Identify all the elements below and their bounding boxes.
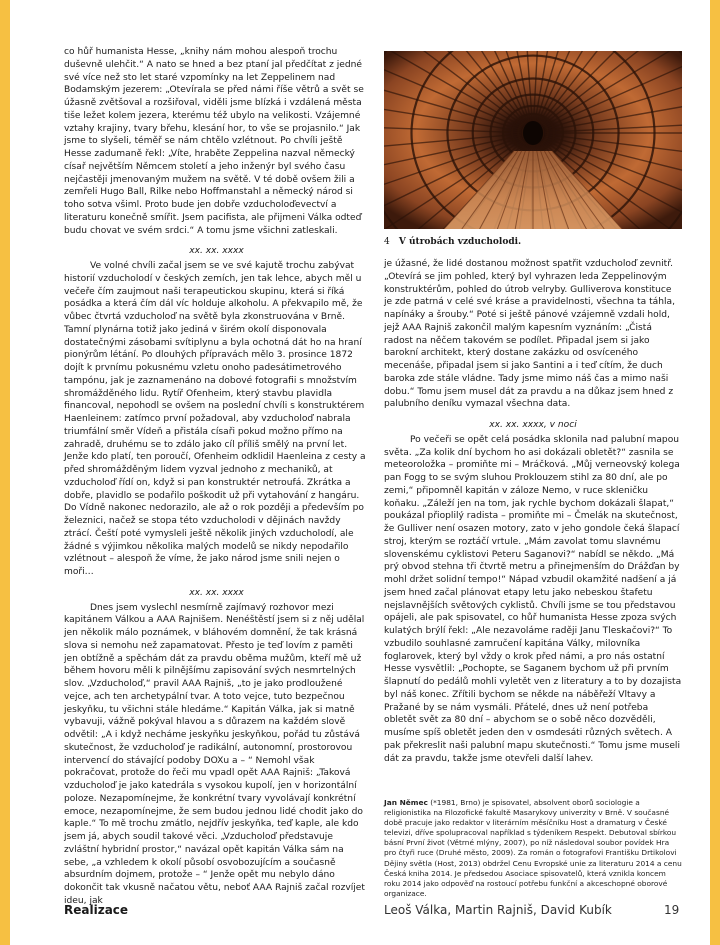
body-paragraph: Dnes jsem vyslechl nesmírně zajímavý rozhovor mezi kapitánem Válkou a AAA Rajnišem. Nenéštěstí jsem si z něj udělal jen několik málo poznámek, v bláhovém domnění, že tak krásná slova si nemohu než zapamatovat. Přesto je teď lovím z paměti jen obtížně a spěchám dát za pravdu oběma mužům, kteří mě už během hovoru měli k pilnějšímu zapisování svých nesmrtelných slov. „Vzducholoď,“ pravil AAA Rajniš, „to je jako prodloužené vejce, ach ten archetypální tvar. A toto vejce, tuto bezpečnou jeskyňku, tu všichni stále hledáme.“ Kapitán Válka, jak si matně vybavuji, vážně pokýval hlavou a s důrazem na každém slově odvětil: „A i když necháme jeskyňku jeskyňkou, pořád tu zůstává skutečnost, že vzducholoď je radikální, autonomní, prostorovou intervencí do stávající podoby DOXu a – “ Nemohl však pokračovat, protože do řeči mu vpadl opět AAA Rajniš: „Taková vzducholoď je jako katedrála s vysokou kupolí, jen v horizontální poloze. Nezapomínejme, že konkrétní tvary vyvolávají konkrétní emoce, nezapomínejme, že sem budou jednou lidé chodit jako do kaple.“ To mě trochu zmátlo, nejdřív jeskyňka, teď kaple, ale kdo jsem já, abych soudil takové věci. „Vzducholoď představuje zvláštní hybridní prostor,“ navázal opět kapitán Válka sám na sebe, „a vzhledem k okolí působí osvobozujícím a současně absurdním dojmem, protože – “ Jenže opět mu nebylo dáno dokončit tak vkusně načatou větu, neboť AAA Rajniš začal rozvíjet ideu, jak <box>64 602 365 906</box>
bio-text: (*1981, Brno) je spisovatel, absolvent oborů sociologie a religionistika na Filozofické fakultě Masarykovy univerzity v Brně. V současné době pracuje jako redaktor v literárním měsíčníku Host a dramaturg v České televizi, dříve spolupracoval například s týdeníkem Respekt. Debutoval sbírkou básní První život (Větrné mlýny, 2007), po níž následoval soubor povídek Hra pro čtyři ruce (Druhé město, 2009). Za román o fotografovi Františku Drtikolovi Dějiny světla (Host, 2013) obdržel Cenu Evropské unie za literaturu 2014 a cenu Česká kniha 2014. Je předsedou Asociace spisovatelů, která vznikla koncem roku 2014 jako odpověď na rostoucí potřebu funkční a akceschopné oborové organizace. <box>384 798 682 898</box>
body-paragraph: je úžasné, že lidé dostanou možnost spatřit vzducholoď zevnitř. „Otevírá se jim pohled, který byl vyhrazen leda Zeppelinovým konstruktérům, pohled do útrob velryby. Gulliverova konstituce je zde patrná v celé své kráse a pravidelnosti, všechna ta táhla, napínáky a šrouby.“ Poté si ještě pánové vzájemně vzdali hold, jejž AAA Rajniš zakončil malým kapesním vyznáním: „Čistá radost na něčem takovém se podílet. Připadal jsem si jako barokní architekt, který dostane zakázku od osvíceného mecenáše, připadal jsem si jako Santini a i teď cítím, že duch baroka zde stále vládne. Tady jsme mimo náš čas a mimo naši dobu.“ Tomu jsem musel dát za pravdu a na důkaz jsem hned z palubního deníku vymazal všechna data. <box>384 259 675 410</box>
body-paragraph: co hůř humanista Hesse, „knihy nám mohou alespoň trochu duševně ulehčit.“ A nato se hned a bez ptaní jal předčítat z jedné své více než sto let staré vzpomínky na let Zeppelinem nad Bodamským jezerem: „Otevírala se před námi říše větrů a svět se úžasně zvětšoval a rozšiřoval, viděli jsme blízká i vzdálená města tiše ležet kolem jezera, kterému též ubylo na velikosti. Vzájemné vztahy krajiny, tvary břehu, klesání hor, to vše se projasnilo.“ Jak jsme to slyšeli, téměř se nám chtělo vzlétnout. Po chvíli ještě Hesse zadumaně řekl: „Víte, hraběte Zeppelina nazval německý císař největším Němcem století a jeho inženýr byl svého času nejčastěji jmenovaným mužem na světě. V té době ovšem žili a zemřeli Hugo Ball, Rilke nebo Hoffmanstahl a německý národ si toho sotva všiml. Proto bude jen dobře vzducholoďevectví a literaturu konečně smířit. Jsem pacifista, ale přijmeni Válka odteď budu chovat ve svém srdci.“ A tomu jsme všichni zatleskali. <box>64 47 364 236</box>
author-bio <box>384 798 682 899</box>
diary-date-heading: xx. xx. xxxx <box>189 587 244 598</box>
caption-text: V útrobách vzducholodi. <box>398 237 522 247</box>
footer-section-title: Realizace <box>64 903 129 917</box>
right-edge-stripe <box>710 0 720 945</box>
body-paragraph: Po večeři se opět celá posádka sklonila nad palubní mapou světa. „Za kolik dní bychom ho asi dokázali obletět?“ zasnila se meteoroložka – promiňte mi – Mráčková. „Můj verneovský kolega pan Fogg to se svým sluhou Proklouzem stihl za 80 dní, ale po zemi,“ připomněl kapitán v záloze Nemo, v ruce skleničku koňaku. „Záleží jen na tom, jak rychle bychom dokázali šlapat,“ poukázal přioplilý radista – promiňte mi – Čmelák na skutečnost, že Gulliver není osazen motory, zato v jeho gondole čeká šlapací stroj, kterým se roztáčí vrtule. „Mám zavolat tomu slavnému slovenskému cyklistovi Peteru Saganovi?“ nabídl se někdo. „Má prý obvod stehna tři čtvrtě metru a přinejmenším do Drážďan by mohl držet solidní tempo!“ Nápad vzbudil okamžité nadšení a já jsem hned začal plánovat etapy letu jako nebeskou štafetu nejslavnějších světových cyklistů. Chvíli jsme se tou představou opájeli, ale pak spisovatel, co hůř humanista Hesse zpoza svých kulatých brýlí řekl: „Ale nezavoláme raději Janu Tleskačovi?“ To vzbudilo souhlasné zamručení kapitána Války, milovníka foglarovek, který byl vždy o krok před námi, a pro nás ostatní Hesse vysvětlil: „Pochopte, se Saganem bychom už při prvním šlapnutí do pedálů mohli vyletět ven z literatury a to by dozajista byl náš konec. Zřítili bychom se někde na náběřeží Vltavy a Pražané by se nám vysmáli. Přátelé, dnes už není potřeba obletět svět za 80 dní – abychom se o sobě něco dozvěděli, musíme spíš obletět jeden den v osmdesáti různých světech. A pak překreslit naši palubní mapu skutečnosti.“ Tomu jsme museli dát za pravdu, takže jsme otevřeli další lahev. <box>384 434 682 764</box>
airship-interior-image <box>384 51 682 229</box>
diary-date-heading: xx. xx. xxxx, v noci <box>489 420 577 430</box>
body-paragraph: Ve volné chvíli začal jsem se ve své kajutě trochu zabývat historií vzducholodí v českých zemích, jen tak lehce, abych měl u večeře čím zaujmout naši terapeutickou skupinu, která si říká posádka a která čím dál víc holduje alkoholu. A překvapilo mě, že vůbec čtvrtá vzducholoď na světě byla zkonstruována v Brně. Tamní plynárna totiž jako jediná v širém okolí disponovala dostatečnými zásobami svítiplynu a byla ochotná dát ho na hraní pionýrům létání. Po dlouhých přípravách mělo 3. prosince 1872 dojít k prvnímu pokusnému vzletu onoho padesátimetrového tampónu, jak je zaznamenáno na dobové fotografii s množstvím shromážděného lidu. Rytíř Ofenheim, který stavbu plavidla financoval, nepohodl se ovšem na poslední chvíli s konstruktérem Haenleinem: zatímco první požadoval, aby vzducholoď nabrala triumfální směr Vídeň a přistála císaři pokud možno přímo na zahradě, druhému se to zdálo jako cíl příliš smělý na první let. Jenže kdo platí, ten poroučí, Ofenheim odklidil Haenleina z cesty a před shromážděným lidem vyzval jednoho z mechaniků, at vzducholoď řídí on, když si pan konstruktér netroufá. Zkrátka a dobře, plavidlo se podařilo poškodit už při vytahování z hangáru. Do Vídně nakonec nedorazilo, ale až o rok později a především po železnici, načež se stopa této vzducholodi v dějinách navždy ztrácí. Čeští poté vymysleli ještě několik jiných vzducholodí, ale žádné s výjimkou několika malých modelů se nikdy nepodařilo vzlétnout – alespoň že víme, že jako národ jsme snili nejen o moři… <box>64 261 366 577</box>
footer-authors: Leoš Válka, Martin Rajniš, David Kubík <box>384 903 612 917</box>
caption-number: 4 <box>384 237 390 247</box>
bio-author-name: Jan Němec <box>384 798 428 807</box>
left-text-column <box>64 46 369 908</box>
diary-date-heading: xx. xx. xxxx <box>189 246 244 257</box>
page-number: 19 <box>664 903 680 917</box>
airship-interior-photo <box>384 51 682 229</box>
photo-caption <box>384 237 682 247</box>
left-edge-stripe <box>0 0 10 945</box>
right-text-column <box>384 258 682 765</box>
